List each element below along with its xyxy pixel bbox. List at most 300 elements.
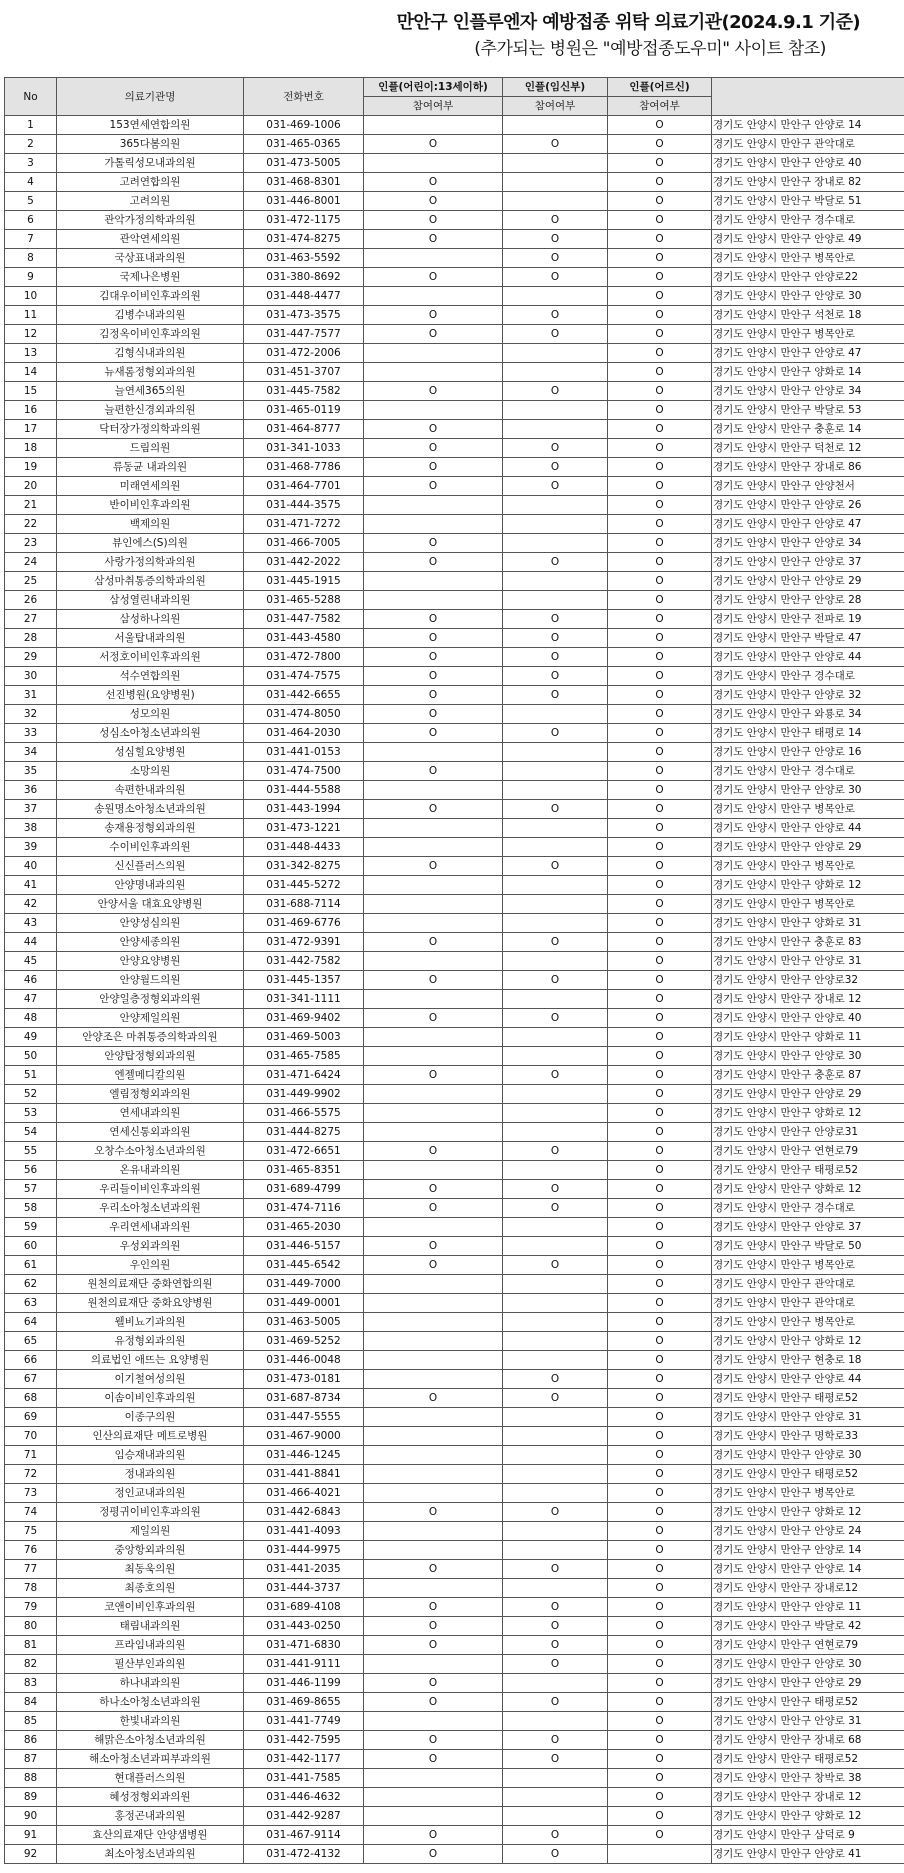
cell-elderly: O (608, 1712, 712, 1731)
cell-pregnant (503, 1427, 608, 1446)
cell-tel: 031-469-9402 (244, 1009, 364, 1028)
cell-elderly: O (608, 135, 712, 154)
table-row (5, 572, 904, 591)
cell-tel: 031-446-4632 (244, 1788, 364, 1807)
table-body (5, 116, 904, 1864)
table-row (5, 762, 904, 781)
table-row (5, 135, 904, 154)
document-title: 만안구 인플루엔자 예방접종 위탁 의료기관(2024.9.1 기준) (396, 12, 860, 33)
cell-no: 5 (5, 192, 57, 211)
cell-name: 송원명소아청소년과의원 (57, 800, 244, 819)
cell-children: O (364, 1674, 503, 1693)
cell-elderly: O (608, 477, 712, 496)
table-row (5, 1427, 904, 1446)
cell-name: 류동균 내과의원 (57, 458, 244, 477)
table-row (5, 686, 904, 705)
cell-elderly: O (608, 1028, 712, 1047)
cell-pregnant (503, 496, 608, 515)
cell-pregnant: O (503, 1693, 608, 1712)
cell-children (364, 1807, 503, 1826)
cell-children (364, 1275, 503, 1294)
cell-pregnant (503, 515, 608, 534)
table-row (5, 1731, 904, 1750)
cell-elderly: O (608, 1085, 712, 1104)
cell-elderly: O (608, 1674, 712, 1693)
cell-elderly: O (608, 116, 712, 135)
table-row (5, 287, 904, 306)
table-row (5, 363, 904, 382)
cell-children: O (364, 1750, 503, 1769)
cell-name: 정평귀이비인후과의원 (57, 1503, 244, 1522)
cell-address: 경기도 안양시 만안구 전파로 19 (712, 610, 904, 629)
cell-pregnant (503, 1275, 608, 1294)
cell-children: O (364, 230, 503, 249)
cell-children: O (364, 762, 503, 781)
cell-name: 정내과의원 (57, 1465, 244, 1484)
cell-address: 경기도 안양시 만안구 안양로 30 (712, 1047, 904, 1066)
cell-name: 신신플러스의원 (57, 857, 244, 876)
cell-no: 59 (5, 1218, 57, 1237)
cell-address: 경기도 안양시 만안구 안양로 34 (712, 534, 904, 553)
cell-children: O (364, 1256, 503, 1275)
cell-tel: 031-442-6843 (244, 1503, 364, 1522)
cell-tel: 031-469-5003 (244, 1028, 364, 1047)
cell-tel: 031-474-8275 (244, 230, 364, 249)
cell-tel: 031-688-7114 (244, 895, 364, 914)
cell-children: O (364, 629, 503, 648)
cell-tel: 031-464-2030 (244, 724, 364, 743)
cell-no: 43 (5, 914, 57, 933)
cell-name: 수이비인후과의원 (57, 838, 244, 857)
cell-pregnant: O (503, 325, 608, 344)
cell-name: 고려연합의원 (57, 173, 244, 192)
header-children-participation: 참여여부 (364, 97, 503, 116)
cell-address: 경기도 안양시 만안구 박달로 53 (712, 401, 904, 420)
cell-pregnant: O (503, 971, 608, 990)
table-row (5, 268, 904, 287)
cell-no: 79 (5, 1598, 57, 1617)
cell-address: 경기도 안양시 만안구 장내로 82 (712, 173, 904, 192)
cell-elderly: O (608, 534, 712, 553)
cell-address: 경기도 안양시 만안구 안양천서 (712, 477, 904, 496)
cell-children (364, 876, 503, 895)
cell-children (364, 1712, 503, 1731)
cell-address: 경기도 안양시 만안구 양화로 14 (712, 363, 904, 382)
cell-no: 13 (5, 344, 57, 363)
cell-elderly: O (608, 211, 712, 230)
cell-elderly: O (608, 819, 712, 838)
table-row (5, 458, 904, 477)
cell-elderly: O (608, 553, 712, 572)
cell-tel: 031-469-1006 (244, 116, 364, 135)
cell-name: 안양탑정형외과의원 (57, 1047, 244, 1066)
table-row (5, 154, 904, 173)
cell-name: 현대플러스의원 (57, 1769, 244, 1788)
cell-elderly: O (608, 154, 712, 173)
table-row (5, 420, 904, 439)
table-row (5, 1465, 904, 1484)
cell-pregnant (503, 363, 608, 382)
cell-no: 81 (5, 1636, 57, 1655)
cell-address: 경기도 안양시 만안구 양화로 12 (712, 1332, 904, 1351)
cell-name: 해소아청소년과피부과의원 (57, 1750, 244, 1769)
table-row (5, 1446, 904, 1465)
cell-no: 14 (5, 363, 57, 382)
cell-tel: 031-465-0365 (244, 135, 364, 154)
cell-no: 47 (5, 990, 57, 1009)
cell-address: 경기도 안양시 만안구 병목안로 (712, 800, 904, 819)
cell-pregnant (503, 1446, 608, 1465)
cell-address: 경기도 안양시 만안구 창박로 38 (712, 1769, 904, 1788)
cell-tel: 031-447-7582 (244, 610, 364, 629)
cell-tel: 031-442-9287 (244, 1807, 364, 1826)
cell-address: 경기도 안양시 만안구 안양로 29 (712, 1085, 904, 1104)
table-row (5, 1313, 904, 1332)
cell-children: O (364, 610, 503, 629)
table-row (5, 857, 904, 876)
cell-address: 경기도 안양시 만안구 와룡로 34 (712, 705, 904, 724)
cell-address: 경기도 안양시 만안구 충훈로 14 (712, 420, 904, 439)
cell-children: O (364, 1845, 503, 1864)
cell-elderly: O (608, 800, 712, 819)
cell-elderly: O (608, 610, 712, 629)
cell-pregnant (503, 1674, 608, 1693)
cell-children: O (364, 1142, 503, 1161)
cell-address: 경기도 안양시 만안구 안양로 30 (712, 287, 904, 306)
cell-name: 제일의원 (57, 1522, 244, 1541)
cell-tel: 031-444-3575 (244, 496, 364, 515)
cell-elderly: O (608, 1218, 712, 1237)
cell-pregnant (503, 1788, 608, 1807)
cell-children: O (364, 477, 503, 496)
cell-tel: 031-466-4021 (244, 1484, 364, 1503)
cell-no: 48 (5, 1009, 57, 1028)
cell-tel: 031-465-8351 (244, 1161, 364, 1180)
cell-address: 경기도 안양시 만안구 안양로 32 (712, 686, 904, 705)
cell-elderly: O (608, 1408, 712, 1427)
cell-elderly: O (608, 1636, 712, 1655)
cell-pregnant (503, 1218, 608, 1237)
cell-no: 34 (5, 743, 57, 762)
cell-tel: 031-342-8275 (244, 857, 364, 876)
cell-pregnant: O (503, 1142, 608, 1161)
table-row (5, 1712, 904, 1731)
cell-children (364, 572, 503, 591)
table-row (5, 876, 904, 895)
header-elderly-participation: 참여여부 (608, 97, 712, 116)
cell-children: O (364, 933, 503, 952)
cell-address: 경기도 안양시 만안구 병목안로 (712, 895, 904, 914)
cell-address: 경기도 안양시 만안구 안양로 16 (712, 743, 904, 762)
cell-address: 경기도 안양시 만안구 안양로 14 (712, 1560, 904, 1579)
cell-name: 중앙항외과의원 (57, 1541, 244, 1560)
cell-children: O (364, 135, 503, 154)
cell-tel: 031-445-1915 (244, 572, 364, 591)
cell-name: 유정형외과의원 (57, 1332, 244, 1351)
cell-name: 드림의원 (57, 439, 244, 458)
cell-no: 49 (5, 1028, 57, 1047)
cell-tel: 031-464-7701 (244, 477, 364, 496)
cell-no: 70 (5, 1427, 57, 1446)
cell-no: 9 (5, 268, 57, 287)
cell-no: 20 (5, 477, 57, 496)
cell-address: 경기도 안양시 만안구 안양로 31 (712, 1408, 904, 1427)
cell-tel: 031-467-9000 (244, 1427, 364, 1446)
cell-children: O (364, 1389, 503, 1408)
cell-tel: 031-441-7585 (244, 1769, 364, 1788)
cell-pregnant (503, 344, 608, 363)
cell-name: 홍정곤내과의원 (57, 1807, 244, 1826)
cell-tel: 031-472-6651 (244, 1142, 364, 1161)
cell-address: 경기도 안양시 만안구 태평로52 (712, 1161, 904, 1180)
cell-elderly: O (608, 1161, 712, 1180)
cell-elderly: O (608, 648, 712, 667)
cell-name: 안양명내과의원 (57, 876, 244, 895)
cell-pregnant: O (503, 439, 608, 458)
cell-pregnant: O (503, 686, 608, 705)
cell-address: 경기도 안양시 만안구 관악대로 (712, 1275, 904, 1294)
cell-address: 경기도 안양시 만안구 안양로 37 (712, 1218, 904, 1237)
cell-elderly: O (608, 1598, 712, 1617)
cell-children (364, 1313, 503, 1332)
cell-pregnant: O (503, 857, 608, 876)
table-row (5, 439, 904, 458)
cell-address: 경기도 안양시 만안구 안양로 44 (712, 819, 904, 838)
cell-address: 경기도 안양시 만안구 충훈로 83 (712, 933, 904, 952)
cell-address: 경기도 안양시 만안구 장내로 12 (712, 990, 904, 1009)
table-row (5, 1199, 904, 1218)
table-row (5, 1332, 904, 1351)
cell-name: 웰비뇨기과의원 (57, 1313, 244, 1332)
cell-no: 62 (5, 1275, 57, 1294)
cell-address: 경기도 안양시 만안구 삼덕로 9 (712, 1826, 904, 1845)
cell-children (364, 1541, 503, 1560)
table-row (5, 515, 904, 534)
cell-name: 오창수소아청소년과의원 (57, 1142, 244, 1161)
cell-address: 경기도 안양시 만안구 경수대로 (712, 762, 904, 781)
cell-pregnant: O (503, 1826, 608, 1845)
table-row (5, 1788, 904, 1807)
cell-elderly: O (608, 971, 712, 990)
cell-address: 경기도 안양시 만안구 양화로 31 (712, 914, 904, 933)
cell-pregnant: O (503, 1256, 608, 1275)
cell-tel: 031-446-0048 (244, 1351, 364, 1370)
cell-pregnant (503, 1123, 608, 1142)
cell-pregnant: O (503, 667, 608, 686)
table-row (5, 401, 904, 420)
cell-address: 경기도 안양시 만안구 안양로 34 (712, 382, 904, 401)
cell-children: O (364, 382, 503, 401)
cell-tel: 031-444-3737 (244, 1579, 364, 1598)
cell-pregnant: O (503, 230, 608, 249)
cell-no: 8 (5, 249, 57, 268)
cell-tel: 031-441-4093 (244, 1522, 364, 1541)
cell-address: 경기도 안양시 만안구 병목안로 (712, 857, 904, 876)
cell-elderly: O (608, 1503, 712, 1522)
cell-no: 87 (5, 1750, 57, 1769)
cell-tel: 031-464-8777 (244, 420, 364, 439)
cell-elderly: O (608, 724, 712, 743)
cell-pregnant: O (503, 477, 608, 496)
cell-tel: 031-463-5005 (244, 1313, 364, 1332)
cell-tel: 031-466-5575 (244, 1104, 364, 1123)
cell-tel: 031-465-7585 (244, 1047, 364, 1066)
cell-elderly: O (608, 1009, 712, 1028)
cell-name: 온유내과의원 (57, 1161, 244, 1180)
table-row (5, 1826, 904, 1845)
cell-children (364, 363, 503, 382)
cell-tel: 031-448-4477 (244, 287, 364, 306)
cell-address: 경기도 안양시 만안구 양화로 12 (712, 1807, 904, 1826)
cell-address: 경기도 안양시 만안구 태평로 14 (712, 724, 904, 743)
table-row (5, 1085, 904, 1104)
cell-pregnant (503, 705, 608, 724)
cell-pregnant (503, 1085, 608, 1104)
cell-elderly: O (608, 1446, 712, 1465)
cell-children (364, 1769, 503, 1788)
cell-children: O (364, 1598, 503, 1617)
cell-children (364, 1427, 503, 1446)
cell-name: 하나내과의원 (57, 1674, 244, 1693)
cell-name: 이종구의원 (57, 1408, 244, 1427)
cell-children: O (364, 1826, 503, 1845)
table-row (5, 667, 904, 686)
cell-no: 57 (5, 1180, 57, 1199)
table-row (5, 1750, 904, 1769)
cell-elderly: O (608, 1389, 712, 1408)
cell-address: 경기도 안양시 만안구 안양로 30 (712, 1655, 904, 1674)
cell-address: 경기도 안양시 만안구 경수대로 (712, 211, 904, 230)
cell-name: 안양제일의원 (57, 1009, 244, 1028)
cell-no: 58 (5, 1199, 57, 1218)
table-row (5, 1161, 904, 1180)
header-elderly: 인플(어르신) (608, 78, 712, 97)
cell-children (364, 781, 503, 800)
cell-elderly: O (608, 1807, 712, 1826)
cell-pregnant (503, 819, 608, 838)
cell-no: 72 (5, 1465, 57, 1484)
cell-pregnant (503, 420, 608, 439)
table-row (5, 1769, 904, 1788)
table-row (5, 705, 904, 724)
table-row (5, 1294, 904, 1313)
cell-pregnant: O (503, 1845, 608, 1864)
cell-elderly: O (608, 1351, 712, 1370)
cell-name: 소망의원 (57, 762, 244, 781)
cell-elderly: O (608, 743, 712, 762)
cell-children (364, 1294, 503, 1313)
cell-tel: 031-444-9975 (244, 1541, 364, 1560)
cell-children: O (364, 1237, 503, 1256)
cell-no: 10 (5, 287, 57, 306)
cell-no: 85 (5, 1712, 57, 1731)
cell-name: 안양요양병원 (57, 952, 244, 971)
cell-name: 인산의료재단 메트로병원 (57, 1427, 244, 1446)
table-row (5, 610, 904, 629)
cell-name: 속편한내과의원 (57, 781, 244, 800)
cell-children (364, 1218, 503, 1237)
cell-address: 경기도 안양시 만안구 현충로 18 (712, 1351, 904, 1370)
cell-elderly: O (608, 1066, 712, 1085)
cell-elderly: O (608, 1332, 712, 1351)
cell-pregnant (503, 914, 608, 933)
table-row (5, 1028, 904, 1047)
cell-elderly: O (608, 496, 712, 515)
table-row (5, 496, 904, 515)
table-row (5, 648, 904, 667)
cell-tel: 031-380-8692 (244, 268, 364, 287)
cell-address: 경기도 안양시 만안구 양화로 11 (712, 1028, 904, 1047)
cell-children (364, 1465, 503, 1484)
cell-pregnant (503, 1465, 608, 1484)
cell-name: 삼성마취통증의학과의원 (57, 572, 244, 591)
cell-no: 77 (5, 1560, 57, 1579)
cell-elderly: O (608, 1313, 712, 1332)
cell-elderly: O (608, 705, 712, 724)
cell-tel: 031-341-1033 (244, 439, 364, 458)
cell-tel: 031-445-6542 (244, 1256, 364, 1275)
cell-pregnant: O (503, 1750, 608, 1769)
cell-no: 17 (5, 420, 57, 439)
cell-children (364, 1123, 503, 1142)
cell-tel: 031-447-5555 (244, 1408, 364, 1427)
cell-no: 86 (5, 1731, 57, 1750)
cell-children (364, 1522, 503, 1541)
cell-address: 경기도 안양시 만안구 박달로 51 (712, 192, 904, 211)
cell-address: 경기도 안양시 만안구 안양로 31 (712, 952, 904, 971)
cell-address: 경기도 안양시 만안구 병목안로 (712, 1313, 904, 1332)
cell-address: 경기도 안양시 만안구 안양로31 (712, 1123, 904, 1142)
cell-pregnant (503, 534, 608, 553)
cell-elderly: O (608, 895, 712, 914)
cell-no: 16 (5, 401, 57, 420)
table-row (5, 1636, 904, 1655)
cell-pregnant (503, 762, 608, 781)
cell-elderly: O (608, 268, 712, 287)
cell-elderly: O (608, 515, 712, 534)
cell-elderly: O (608, 572, 712, 591)
document-header (0, 4, 904, 62)
cell-tel: 031-441-7749 (244, 1712, 364, 1731)
cell-children: O (364, 1009, 503, 1028)
table-row (5, 1047, 904, 1066)
cell-children: O (364, 192, 503, 211)
cell-elderly: O (608, 1731, 712, 1750)
cell-address: 경기도 안양시 만안구 양화로 12 (712, 876, 904, 895)
cell-children (364, 154, 503, 173)
table-row (5, 743, 904, 762)
cell-tel: 031-443-0250 (244, 1617, 364, 1636)
cell-elderly: O (608, 933, 712, 952)
cell-tel: 031-341-1111 (244, 990, 364, 1009)
cell-tel: 031-469-6776 (244, 914, 364, 933)
cell-pregnant: O (503, 1199, 608, 1218)
cell-pregnant (503, 1522, 608, 1541)
cell-no: 46 (5, 971, 57, 990)
table-row (5, 1408, 904, 1427)
cell-children (364, 1484, 503, 1503)
cell-name: 김형식내과의원 (57, 344, 244, 363)
cell-name: 서정호이비인후과의원 (57, 648, 244, 667)
cell-children: O (364, 458, 503, 477)
cell-children (364, 287, 503, 306)
cell-address: 경기도 안양시 만안구 박달로 42 (712, 1617, 904, 1636)
cell-no: 84 (5, 1693, 57, 1712)
cell-no: 7 (5, 230, 57, 249)
cell-children (364, 1655, 503, 1674)
cell-elderly: O (608, 1750, 712, 1769)
cell-children (364, 401, 503, 420)
